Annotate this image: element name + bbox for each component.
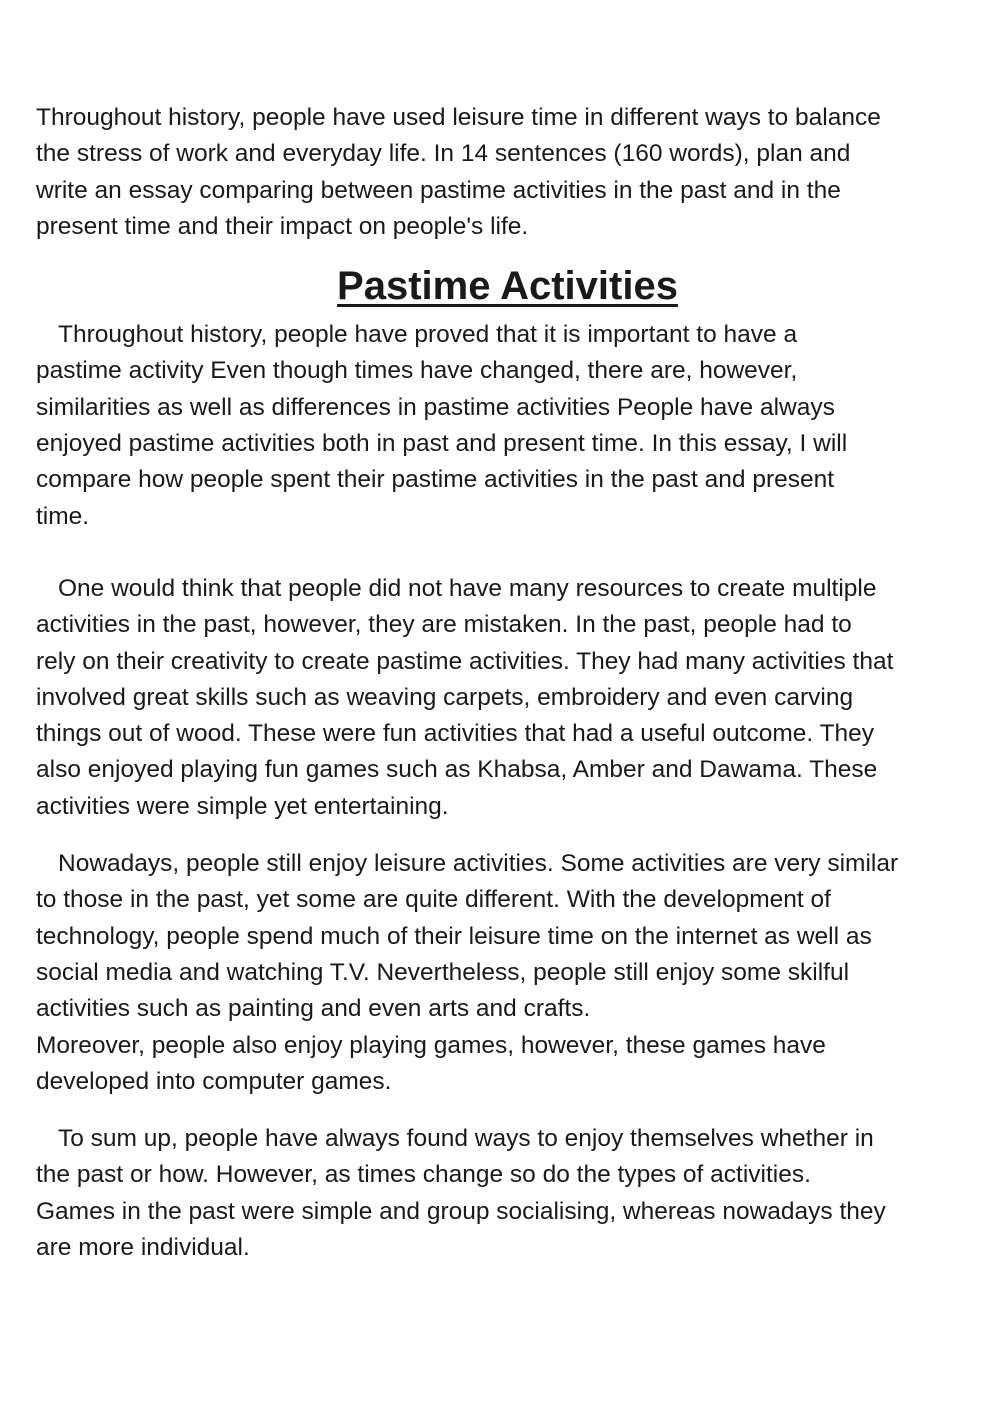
paragraph-line: enjoyed pastime activities both in past and present time. In this essay, I will — [36, 430, 848, 458]
paragraph-line: similarities as well as differences in pastime activities People have always — [36, 393, 835, 421]
paragraph-line: social media and watching T.V. Nevertheless, people still enjoy some skilful — [36, 958, 850, 986]
essay-title: Pastime Activities — [337, 264, 678, 309]
essay-prompt — [36, 100, 976, 245]
paragraph-gap — [36, 1100, 976, 1121]
paragraph-line: To sum up, people have always found ways to enjoy themselves whether in — [58, 1125, 874, 1153]
essay-paragraph-present — [36, 846, 976, 1100]
essay-paragraph-conclusion — [36, 1121, 976, 1266]
document-page — [36, 100, 976, 1266]
paragraph-line: developed into computer games. — [36, 1067, 392, 1095]
paragraph-line: Games in the past were simple and group socialising, whereas nowadays they — [36, 1197, 886, 1225]
paragraph-line: things out of wood. These were fun activities that had a useful outcome. They — [36, 720, 875, 748]
paragraph-gap — [36, 535, 976, 571]
paragraph-line: are more individual. — [36, 1234, 250, 1262]
paragraph-line: also enjoyed playing fun games such as Khabsa, Amber and Dawama. These — [36, 756, 878, 784]
paragraph-line: the past or how. However, as times change so do the types of activities. — [36, 1161, 811, 1189]
paragraph-line: Moreover, people also enjoy playing games, however, these games have — [36, 1031, 826, 1059]
prompt-line: write an essay comparing between pastime activities in the past and in the — [36, 176, 841, 204]
paragraph-line: activities such as painting and even arts and crafts. — [36, 995, 591, 1023]
paragraph-gap — [36, 825, 976, 846]
paragraph-line: activities in the past, however, they are mistaken. In the past, people had to — [36, 611, 852, 639]
essay-paragraph-past — [36, 571, 976, 825]
paragraph-line: time. — [36, 502, 90, 530]
paragraph-line: Throughout history, people have proved that it is important to have a — [58, 321, 798, 349]
paragraph-line: to those in the past, yet some are quite different. With the development of — [36, 886, 831, 914]
prompt-line: present time and their impact on people's life. — [36, 212, 529, 240]
paragraph-line: involved great skills such as weaving carpets, embroidery and even carving — [36, 683, 854, 711]
paragraph-line: activities were simple yet entertaining. — [36, 792, 449, 820]
paragraph-line: Nowadays, people still enjoy leisure activities. Some activities are very similar — [58, 850, 899, 878]
paragraph-line: technology, people spend much of their leisure time on the internet as well as — [36, 922, 872, 950]
paragraph-line: One would think that people did not have many resources to create multiple — [58, 574, 877, 602]
essay-paragraph-introduction — [36, 317, 976, 535]
prompt-line: Throughout history, people have used leisure time in different ways to balance — [36, 104, 881, 131]
paragraph-line: compare how people spent their pastime activities in the past and present — [36, 466, 835, 494]
paragraph-line: rely on their creativity to create pastime activities. They had many activities that — [36, 647, 894, 675]
prompt-line: the stress of work and everyday life. In 14 sentences (160 words), plan and — [36, 140, 851, 168]
paragraph-line: pastime activity Even though times have changed, there are, however, — [36, 357, 798, 385]
